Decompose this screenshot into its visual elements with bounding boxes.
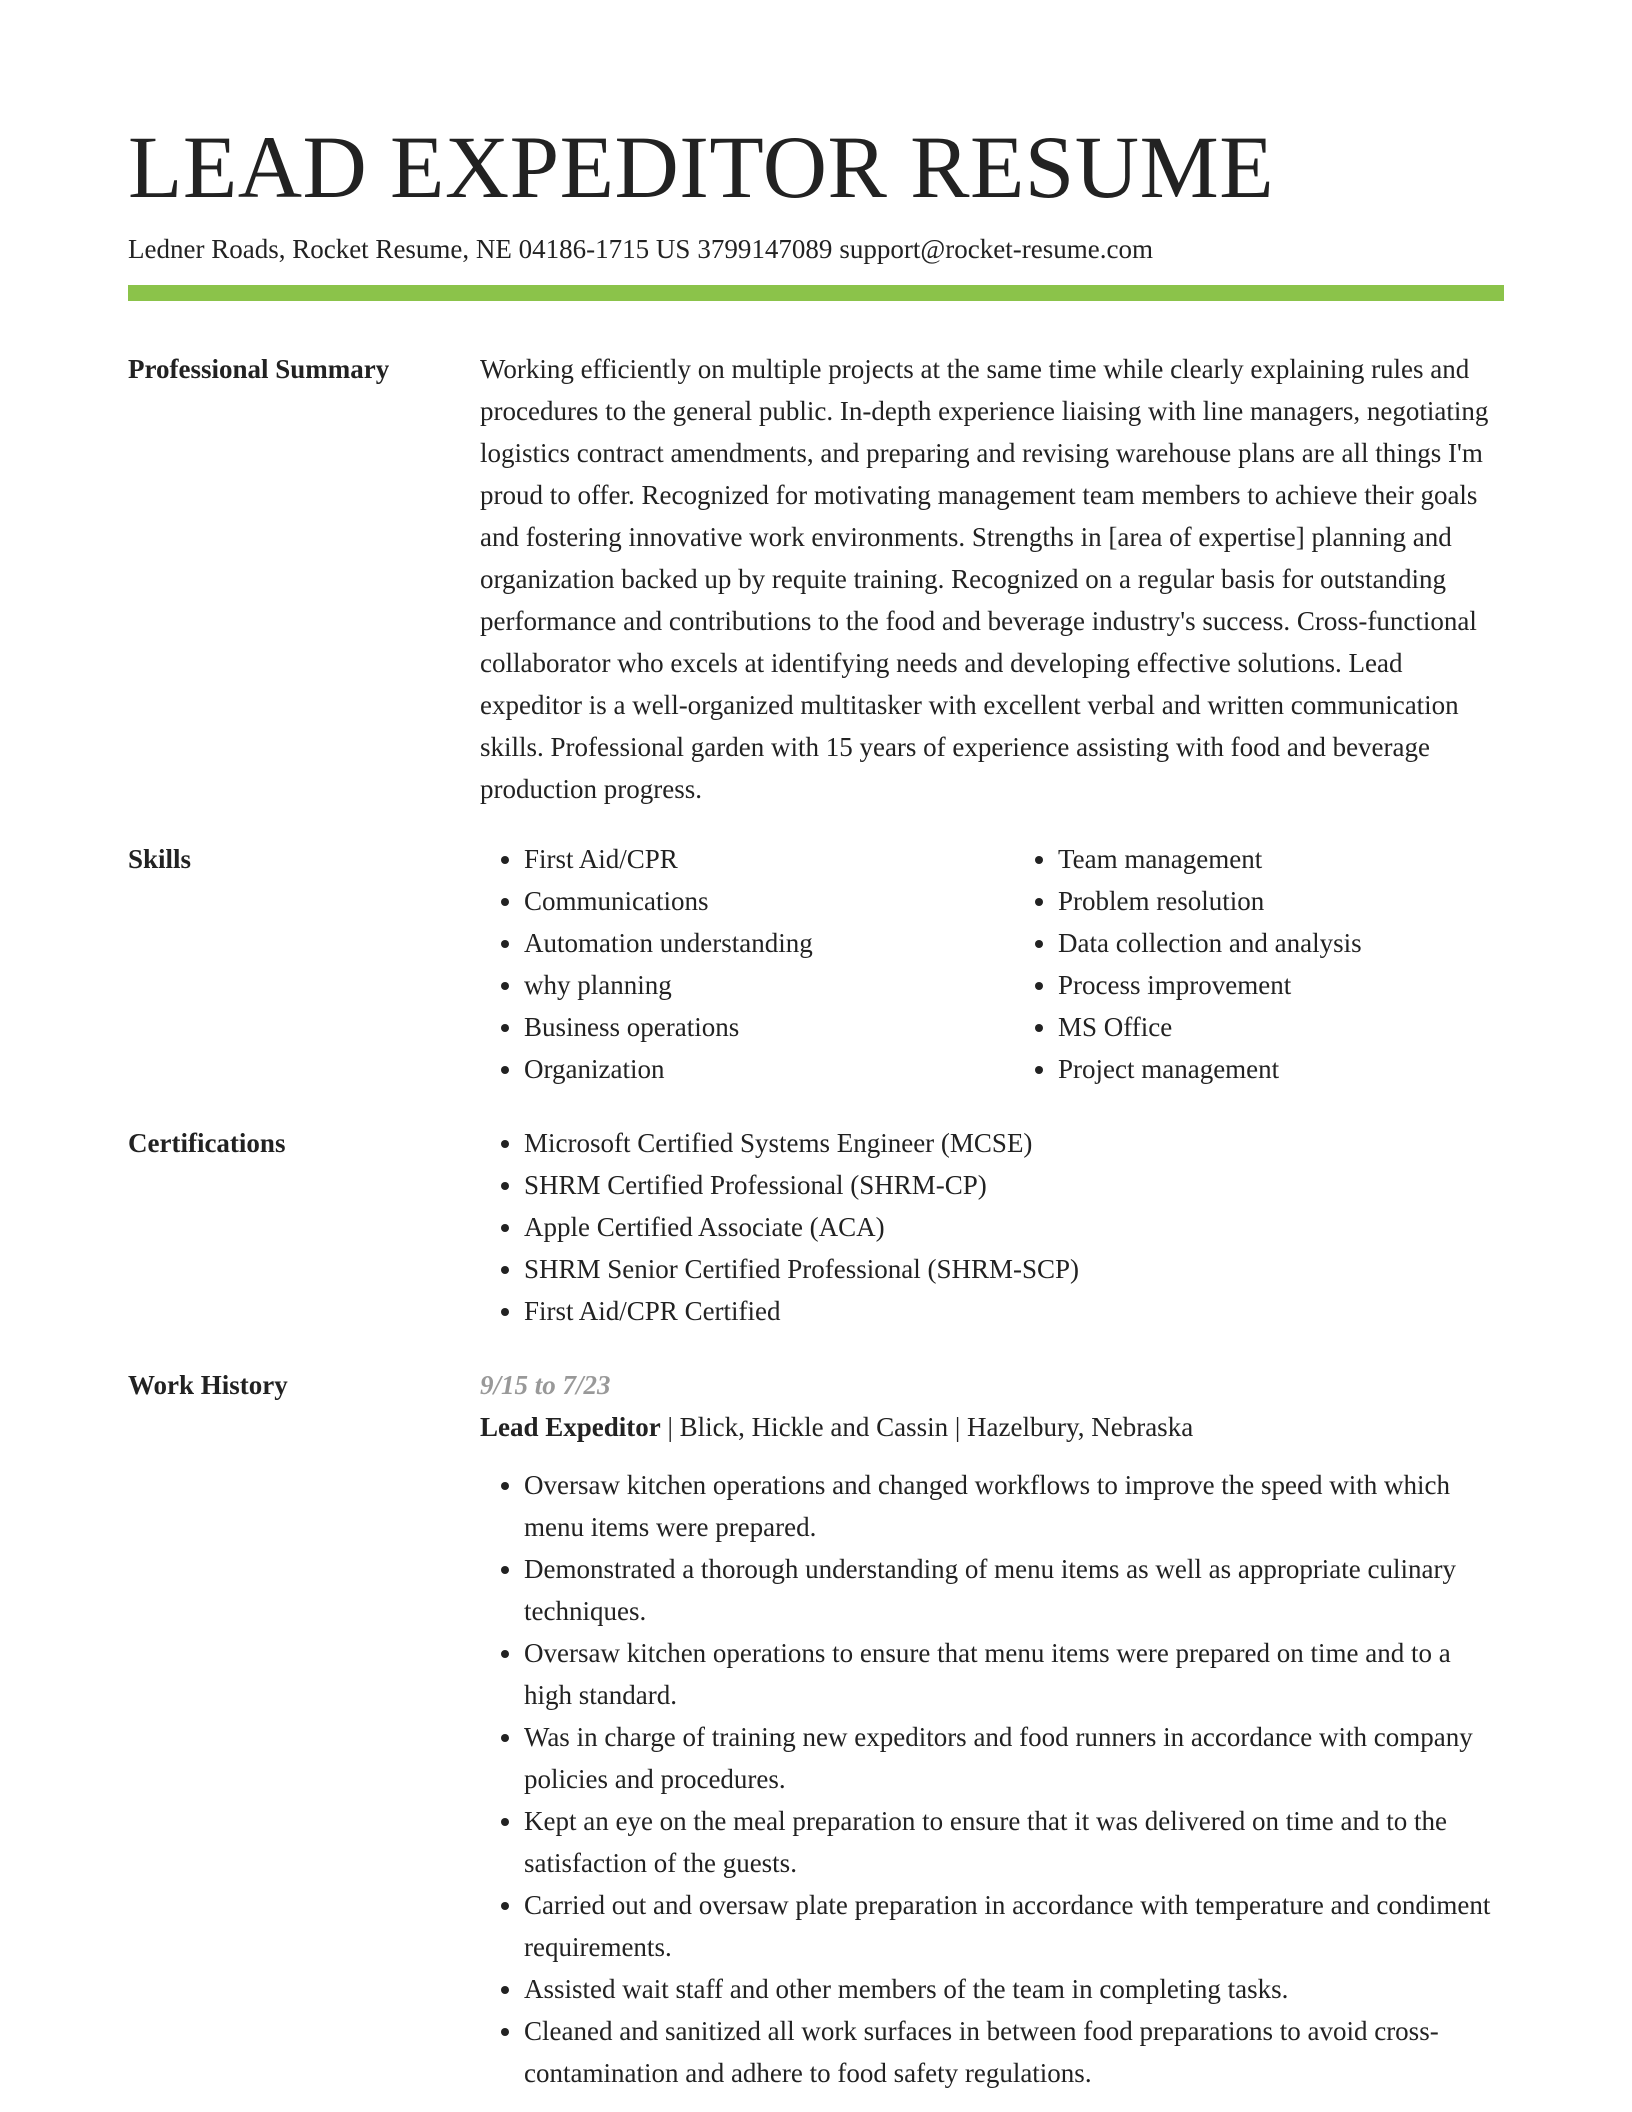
- job-bullet: • Assisted wait staff and other members of the team in completing tasks.: [524, 1968, 1504, 2010]
- job-bullets: [480, 1464, 1504, 2094]
- skills-list-right: [1014, 838, 1504, 1090]
- certification-item: • SHRM Senior Certified Professional (SHRM-SCP): [524, 1248, 1504, 1290]
- certification-item: • SHRM Certified Professional (SHRM-CP): [524, 1164, 1504, 1206]
- certifications-heading: Certifications: [128, 1128, 286, 1158]
- contact-line: [128, 230, 1153, 268]
- skill-item: • Project management: [1058, 1048, 1504, 1090]
- job-bullet: • Oversaw kitchen operations to ensure that menu items were prepared on time and to a high standard.: [524, 1632, 1504, 1716]
- skill-item: • Problem resolution: [1058, 880, 1504, 922]
- skill-item: • Automation understanding: [524, 922, 970, 964]
- skill-item: • Communications: [524, 880, 970, 922]
- certifications-body: [480, 1122, 1504, 1332]
- work-history-body: [480, 1364, 1504, 2094]
- skill-item: • Data collection and analysis: [1058, 922, 1504, 964]
- skill-item: • Team management: [1058, 838, 1504, 880]
- contact-phone: 3799147089: [697, 234, 833, 264]
- certification-item: • Microsoft Certified Systems Engineer (MCSE): [524, 1122, 1504, 1164]
- job-bullet: • Carried out and oversaw plate preparation in accordance with temperature and condiment requirements.: [524, 1884, 1504, 1968]
- skills-heading: Skills: [128, 844, 192, 874]
- contact-address: Ledner Roads, Rocket Resume, NE 04186-1715 US: [128, 234, 691, 264]
- work-history-heading: Work History: [128, 1370, 288, 1400]
- skills-list-left: [480, 838, 970, 1090]
- job-bullet: • Cleaned and sanitized all work surfaces in between food preparations to avoid cross-contamination and adhere to food safety regulations.: [524, 2010, 1504, 2094]
- skill-item: • why planning: [524, 964, 970, 1006]
- header-divider: [128, 285, 1504, 301]
- resume-title: LEAD EXPEDITOR RESUME: [128, 119, 1275, 217]
- certification-item: • First Aid/CPR Certified: [524, 1290, 1504, 1332]
- job-entry: [480, 1364, 1504, 2094]
- skill-item: • Business operations: [524, 1006, 970, 1048]
- summary-text: Working efficiently on multiple projects at the same time while clearly explaining rules and procedures to the general public. In-depth experience liaising with line managers, negotiating logistics contract amendments, and preparing and revising warehouse plans are all things I'm proud to offer. Recognized for motivating management team members to achieve their goals and fostering innovative work environments. Strengths in [area of expertise] planning and organization backed up by requite training. Recognized on a regular basis for outstanding performance and contributions to the food and beverage industry's success. Cross-functional collaborator who excels at identifying needs and developing effective solutions. Lead expeditor is a well-organized multitasker with excellent verbal and written communication skills. Professional garden with 15 years of experience assisting with food and beverage production progress.: [480, 354, 1489, 804]
- job-header: [480, 1406, 1504, 1448]
- skill-item: • First Aid/CPR: [524, 838, 970, 880]
- job-title: Lead Expeditor: [480, 1412, 661, 1442]
- job-dates: 9/15 to 7/23: [480, 1370, 611, 1400]
- skill-item: • Process improvement: [1058, 964, 1504, 1006]
- contact-email[interactable]: support@rocket-resume.com: [839, 234, 1153, 264]
- job-bullet: • Oversaw kitchen operations and changed workflows to improve the speed with which menu items were prepared.: [524, 1464, 1504, 1548]
- skill-item: • Organization: [524, 1048, 970, 1090]
- job-details: | Blick, Hickle and Cassin | Hazelbury, Nebraska: [660, 1412, 1194, 1442]
- summary-body: [480, 348, 1504, 810]
- summary-heading: Professional Summary: [128, 354, 390, 384]
- certifications-list: [480, 1122, 1504, 1332]
- skills-body: [480, 838, 1504, 1090]
- job-bullet: • Demonstrated a thorough understanding of menu items as well as appropriate culinary techniques.: [524, 1548, 1504, 1632]
- certification-item: • Apple Certified Associate (ACA): [524, 1206, 1504, 1248]
- job-bullet: • Was in charge of training new expeditors and food runners in accordance with company policies and procedures.: [524, 1716, 1504, 1800]
- skill-item: • MS Office: [1058, 1006, 1504, 1048]
- job-bullet: • Kept an eye on the meal preparation to ensure that it was delivered on time and to the satisfaction of the guests.: [524, 1800, 1504, 1884]
